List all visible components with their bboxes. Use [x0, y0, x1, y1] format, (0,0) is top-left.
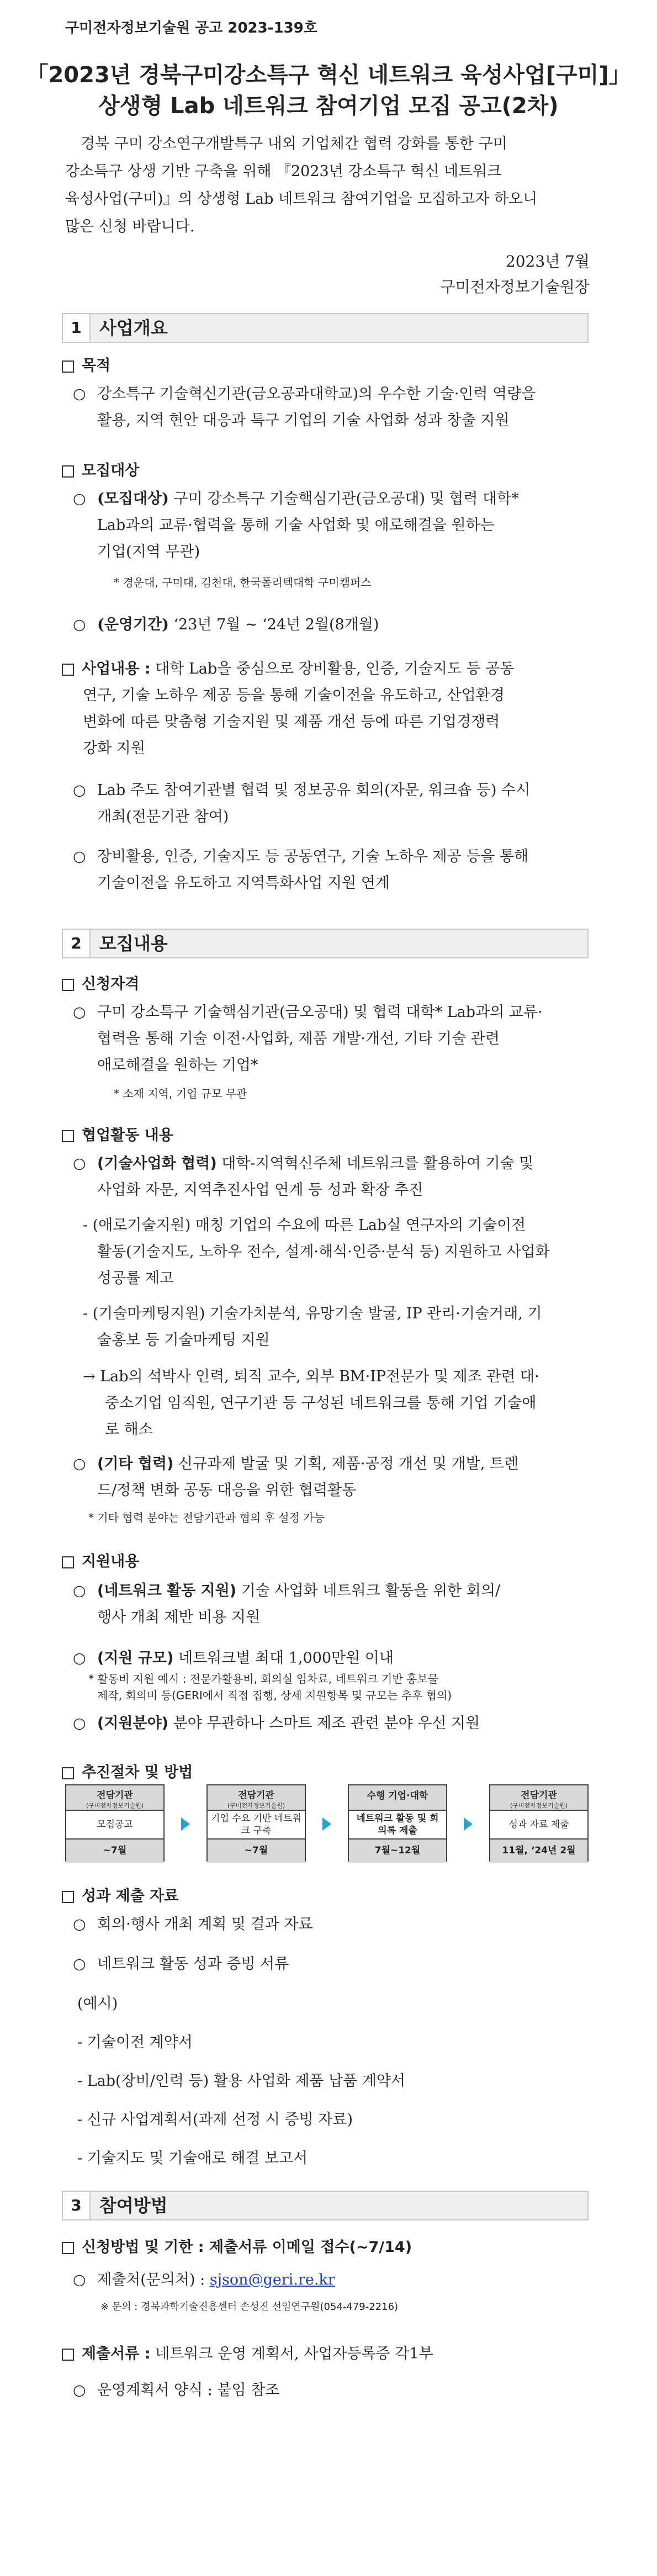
flow-task: 성과 자료 제출 [508, 1819, 569, 1830]
biz-line: 강화 지원 [83, 740, 145, 757]
section-number: 3 [63, 2192, 91, 2219]
coop2-label: (기타 협력) [97, 1455, 174, 1472]
coop-item-2 [73, 1451, 603, 1504]
checkbox-square-icon [62, 979, 74, 991]
section-title: 참여방법 [99, 2195, 168, 2216]
biz-line: 연구, 기술 노하우 제공 등을 통해 기술이전을 유도하고, 산업환경 [83, 687, 505, 704]
example-item: - 기술지도 및 기술애로 해결 보고서 [77, 2150, 308, 2167]
target-line: 기업(지역 무관) [97, 543, 200, 560]
coop1-dash-2 [83, 1301, 602, 1354]
result-item [73, 1951, 603, 1978]
support3-text: 분야 무관하나 스마트 제조 관련 분야 우선 지원 [173, 1715, 480, 1732]
coop2-line: 드/정책 변화 공동 대응을 위한 협력활동 [97, 1482, 357, 1499]
arrow-line: 중소기업 임직원, 연구기관 등 구성된 네트워크를 통해 기업 기술애 [105, 1395, 537, 1412]
target-line: Lab과의 교류·협력을 통해 기술 사업화 및 애로해결을 원하는 [97, 517, 495, 534]
checkbox-square-icon [62, 1556, 74, 1568]
checkbox-square-icon [62, 465, 74, 478]
circle-bullet-icon: ○ [73, 1004, 86, 1021]
qualification-item [73, 999, 603, 1079]
result-text: 회의·행사 개최 계획 및 결과 자료 [97, 1916, 313, 1933]
intro-line: 강소특구 상생 기반 구축을 위해 『2023년 강소특구 혁신 네트워크 [65, 163, 502, 180]
heading-qualification: 신청자격 [62, 972, 139, 993]
purpose-item [73, 381, 603, 434]
support2-text: 네트워크별 최대 1,000만원 이내 [178, 1650, 394, 1667]
period-label: (운영기간) [97, 616, 169, 633]
checkbox-square-icon [62, 361, 74, 373]
docs-line [62, 2341, 592, 2367]
qual-line: 애로해결을 원하는 기업* [97, 1057, 258, 1074]
support-item-3 [73, 1710, 603, 1737]
notice-number: 구미전자정보기술원 공고 2023-139호 [65, 20, 317, 36]
qualification-note: * 소재 지역, 기업 규모 무관 [114, 1087, 247, 1100]
intro-line: 육성사업(구미)』의 상생형 Lab 네트워크 참여기업을 모집하고자 하오니 [65, 190, 538, 208]
flow-role: 전담기관 [521, 1790, 557, 1801]
period-item [73, 612, 603, 638]
heading-results: 성과 제출 자료 [62, 1884, 178, 1905]
coop1-line: 사업화 자문, 지역추진사업 연계 등 성과 확장 추진 [97, 1181, 423, 1199]
support3-label: (지원분야) [97, 1715, 169, 1732]
flow-task: 네트워크 활동 및 회의록 제출 [356, 1813, 439, 1836]
issuer: 구미전자정보기술원장 [440, 278, 590, 296]
flow-task: 기업 수요 기반 네트워크 구축 [211, 1813, 302, 1836]
submit-item [73, 2267, 603, 2293]
biz-label: 사업내용 : [82, 660, 151, 677]
docs-label: 제출서류 : [82, 2345, 151, 2362]
example-label: (예시) [77, 1995, 118, 2012]
flow-arrow-icon [181, 1817, 190, 1831]
heading-cooperation: 협업활동 내용 [62, 1123, 173, 1144]
flow-role: 전담기관 [238, 1790, 274, 1801]
purpose-line: 강소특구 기술혁신기관(금오공과대학교)의 우수한 기술·인력 역량을 [97, 385, 536, 402]
intro-line: 많은 신청 바랍니다. [65, 218, 195, 235]
biz-sub-line: 개최(전문기관 참여) [97, 808, 229, 825]
support2-note [88, 1671, 602, 1704]
circle-bullet-icon: ○ [73, 385, 86, 402]
result-text: 네트워크 활동 성과 증빙 서류 [97, 1955, 289, 1973]
page-title-line1: 「2023년 경북구미강소특구 혁신 네트워크 육성사업[구미]」 [26, 62, 631, 88]
flow-arrow-icon [464, 1817, 473, 1831]
section-title: 모집내용 [99, 933, 168, 954]
support1-line: 기술 사업화 네트워크 활동을 위한 회의/ [241, 1582, 501, 1599]
flow-when: ~7월 [66, 1838, 163, 1863]
support-item-2 [73, 1645, 603, 1672]
dash-line: 성공률 제고 [97, 1270, 174, 1287]
coop1-arrow-note [83, 1364, 602, 1443]
qual-line: 구미 강소특구 기술핵심기관(금오공대) 및 협력 대학* Lab과의 교류· [97, 1004, 543, 1021]
support1-label: (네트워크 활동 지원) [97, 1582, 237, 1599]
checkbox-square-icon [62, 2349, 74, 2361]
flow-when: ~7월 [208, 1838, 305, 1863]
flow-role-sub: (구미전자정보기술원) [227, 1802, 285, 1809]
result-item [73, 1911, 603, 1938]
flow-arrow-icon [322, 1817, 331, 1831]
dash-line: - (기술마케팅지원) 기술가치분석, 유망기술 발굴, IP 관리·기술거래, 기 [83, 1305, 542, 1322]
support-item-1 [73, 1578, 603, 1631]
biz-sub-line: 기술이전을 유도하고 지역특화사업 지원 연계 [97, 874, 390, 892]
coop1-line: 대학-지역혁신주체 네트워크를 활용하여 기술 및 [221, 1155, 534, 1172]
example-item: - 신규 사업계획서(과제 선정 시 증빙 자료) [77, 2111, 353, 2128]
coop1-dash-1 [83, 1212, 602, 1292]
support2-label: (지원 규모) [97, 1650, 174, 1667]
submit-label: 제출처(문의처) : [97, 2271, 205, 2288]
target-label: (모집대상) [97, 490, 169, 507]
flow-step-2 [206, 1784, 306, 1862]
biz-sub-item-2 [73, 844, 603, 897]
circle-bullet-icon: ○ [73, 1155, 86, 1172]
flow-when: 11월, ‘24년 2월 [490, 1838, 587, 1863]
target-line: 구미 강소특구 기술핵심기관(금오공대) 및 협력 대학* [173, 490, 519, 507]
dash-line: 술홍보 등 기술마케팅 지원 [97, 1332, 270, 1349]
circle-bullet-icon: ○ [73, 1455, 86, 1472]
dash-line: - (애로기술지원) 매칭 기업의 수요에 따른 Lab실 연구자의 기술이전 [83, 1217, 526, 1234]
biz-line: 대학 Lab을 중심으로 장비활용, 인증, 기술지도 등 공동 [155, 660, 515, 677]
heading-target: 모집대상 [62, 458, 139, 480]
checkbox-square-icon [62, 1130, 74, 1142]
biz-sub-line: Lab 주도 참여기관별 협력 및 정보공유 회의(자문, 워크숍 등) 수시 [97, 782, 531, 799]
circle-bullet-icon: ○ [73, 1582, 86, 1599]
intro-line: 경북 구미 강소연구개발특구 내외 기업체간 협력 강화를 통한 구미 [81, 135, 507, 152]
dash-line: 활동(기술지도, 노하우 전수, 설계·해석·인증·분석 등) 지원하고 사업화 [97, 1243, 550, 1260]
flow-when: 7월~12월 [349, 1838, 446, 1863]
support1-line: 행사 개최 제반 비용 지원 [97, 1609, 261, 1626]
checkbox-square-icon [62, 1891, 74, 1903]
flow-step-1 [65, 1784, 165, 1862]
biz-line: 변화에 따른 맞춤형 기술지원 및 제품 개선 등에 따른 기업경쟁력 [83, 713, 500, 730]
section-header-2 [62, 929, 589, 958]
flow-step-4 [489, 1784, 589, 1862]
target-note: * 경운대, 구미대, 김천대, 한국폴리텍대학 구미캠퍼스 [114, 576, 372, 589]
section-header-1 [62, 313, 589, 343]
circle-bullet-icon: ○ [73, 616, 86, 633]
page-title-line2: 상생형 Lab 네트워크 참여기업 모집 공고(2차) [98, 93, 559, 119]
circle-bullet-icon: ○ [73, 782, 86, 799]
submit-email-link[interactable]: sjson@geri.re.kr [209, 2271, 335, 2288]
circle-bullet-icon: ○ [73, 848, 86, 865]
section-number: 1 [63, 314, 91, 342]
biz-content [62, 656, 592, 762]
docs-item [73, 2377, 603, 2404]
circle-bullet-icon: ○ [73, 2271, 86, 2288]
coop1-label: (기술사업화 협력) [97, 1155, 217, 1172]
biz-sub-line: 장비활용, 인증, 기술지도 등 공동연구, 기술 노하우 제공 등을 통해 [97, 848, 529, 865]
circle-bullet-icon: ○ [73, 1650, 86, 1667]
notice-date: 2023년 7월 [505, 252, 590, 271]
flow-step-3 [348, 1784, 447, 1862]
example-item: - 기술이전 계약서 [77, 2034, 193, 2051]
section-title: 사업개요 [99, 317, 168, 338]
period-text: ‘23년 7월 ~ ‘24년 2월(8개월) [173, 616, 379, 633]
coop2-line: 신규과제 발굴 및 기획, 제품·공정 개선 및 개발, 트렌 [178, 1455, 519, 1472]
heading-support: 지원내용 [62, 1549, 139, 1571]
docs-item-text: 운영계획서 양식 : 붙임 참조 [97, 2382, 280, 2399]
heading-process: 추진절차 및 방법 [62, 1760, 193, 1782]
coop-item-1 [73, 1151, 603, 1204]
checkbox-square-icon [62, 664, 74, 676]
heading-purpose: 목적 [62, 353, 110, 375]
circle-bullet-icon: ○ [73, 490, 86, 507]
heading-apply: 신청방법 및 기한 : 제출서류 이메일 접수(~7/14) [62, 2235, 412, 2256]
flow-role-sub: (구미전자정보기술원) [86, 1802, 144, 1809]
docs-text: 네트워크 운영 계획서, 사업자등록증 각1부 [155, 2345, 433, 2362]
biz-sub-item-1 [73, 777, 603, 830]
qual-line: 협력을 통해 기술 이전·사업화, 제품 개발·개선, 기타 기술 관련 [97, 1030, 500, 1047]
purpose-line: 활용, 지역 현안 대응과 특구 기업의 기술 사업화 성과 창출 지원 [97, 412, 510, 429]
intro-paragraph [65, 130, 595, 241]
arrow-line: 로 해소 [105, 1421, 153, 1438]
note-line: 제작, 회의비 등(GERI에서 직접 집행, 상세 지원항목 및 규모는 추후 협의) [97, 1689, 452, 1702]
checkbox-square-icon [62, 2242, 74, 2254]
inquiry-note: ※ 문의 : 경북과학기술진흥센터 손성진 선임연구원(054-479-2216) [100, 2301, 399, 2313]
coop2-note: * 기타 협력 분야는 전담기관과 협의 후 설정 가능 [88, 1511, 325, 1524]
flow-task: 모집공고 [97, 1819, 133, 1830]
flow-role-sub: (구미전자정보기술원) [510, 1802, 568, 1809]
circle-bullet-icon: ○ [73, 2382, 86, 2399]
circle-bullet-icon: ○ [73, 1916, 86, 1933]
section-number: 2 [63, 930, 91, 957]
arrow-line: → Lab의 석박사 인력, 퇴직 교수, 외부 BM·IP전문가 및 제조 관련 대· [83, 1368, 539, 1385]
circle-bullet-icon: ○ [73, 1955, 86, 1973]
flow-role: 수행 기업·대학 [367, 1790, 428, 1801]
flow-role: 전담기관 [97, 1790, 133, 1801]
circle-bullet-icon: ○ [73, 1715, 86, 1732]
target-item [73, 486, 603, 565]
example-item: - Lab(장비/인력 등) 활용 사업화 제품 납품 계약서 [77, 2073, 406, 2090]
checkbox-square-icon [62, 1767, 74, 1779]
note-line: * 활동비 지원 예시 : 전문가활용비, 회의실 임차료, 네트워크 기반 홍보물 [88, 1672, 438, 1685]
section-header-3 [62, 2191, 589, 2220]
